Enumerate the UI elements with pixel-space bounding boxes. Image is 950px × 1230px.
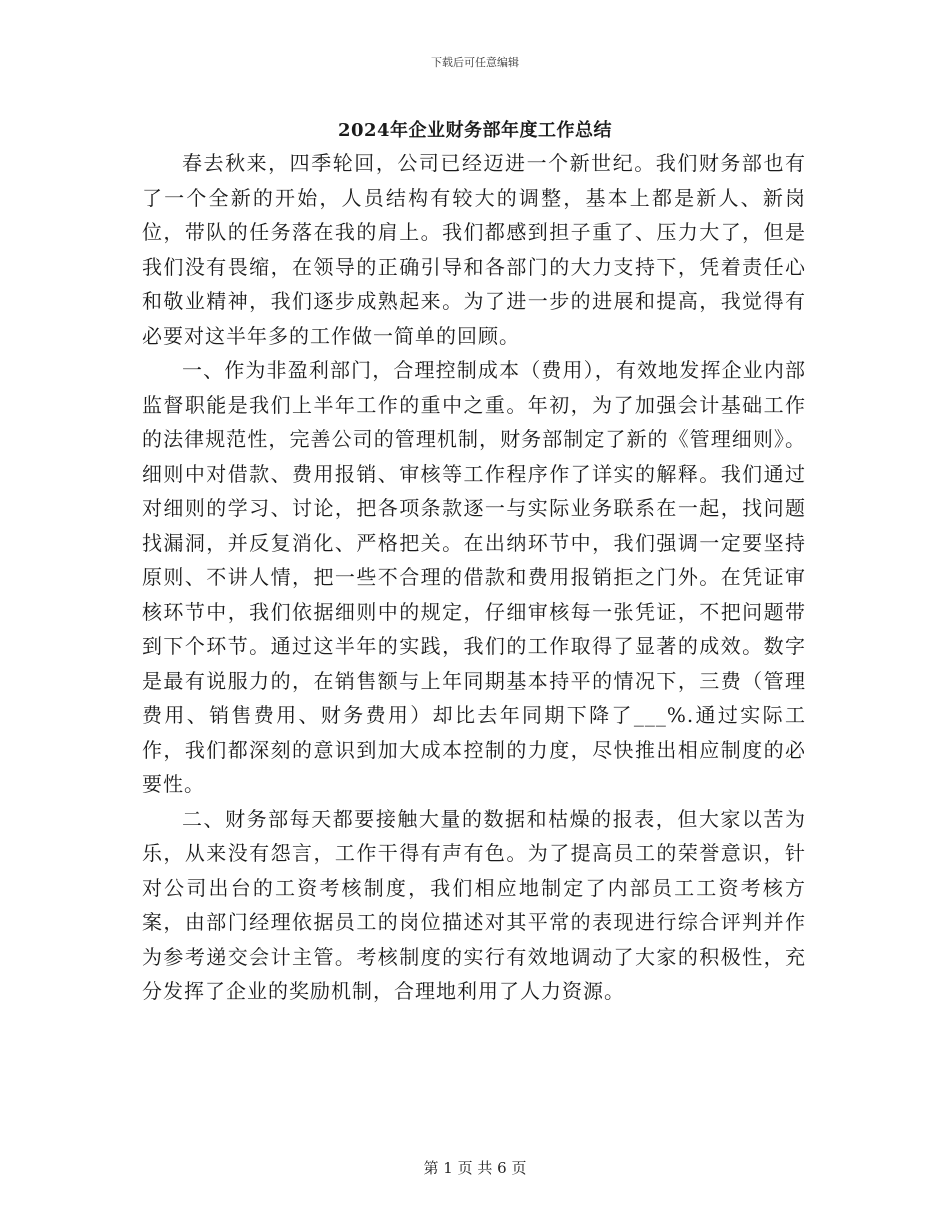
page-header-note: 下载后可任意编辑 [431,56,519,69]
paragraph-section-2: 二、财务部每天都要接触大量的数据和枯燥的报表，但大家以苦为乐，从来没有怨言，工作干得有声有色。为了提高员工的荣誉意识，针对公司出台的工资考核制度，我们相应地制定了内部员工工资考核方案，由部门经理依据员工的岗位描述对其平常的表现进行综合评判并作为参考递交会计主管。考核制度的实行有效地调动了大家的积极性，充分发挥了企业的奖励机制，合理地利用了人力资源。 [142,806,806,1003]
paragraph-section-1: 一、作为非盈利部门，合理控制成本（费用），有效地发挥企业内部监督职能是我们上半年工作的重中之重。年初，为了加强会计基础工作的法律规范性，完善公司的管理机制，财务部制定了新的《管理细则》。细则中对借款、费用报销、审核等工作程序作了详实的解释。我们通过对细则的学习、讨论，把各项条款逐一与实际业务联系在一起，找问题找漏洞，并反复消化、严格把关。在出纳环节中，我们强调一定要坚持原则、不讲人情，把一些不合理的借款和费用报销拒之门外。在凭证审核环节中，我们依据细则中的规定，仔细审核每一张凭证，不把问题带到下个环节。通过这半年的实践，我们的工作取得了显著的成效。数字是最有说服力的，在销售额与上年同期基本持平的情况下，三费（管理费用、销售费用、财务费用）却比去年同期下降了___%.通过实际工作，我们都深刻的意识到加大成本控制的力度，尽快推出相应制度的必要性。 [142,358,806,796]
document-title: 2024年企业财务部年度工作总结 [337,120,613,141]
paragraph-intro: 春去秋来，四季轮回，公司已经迈进一个新世纪。我们财务部也有了一个全新的开始，人员结构有较大的调整，基本上都是新人、新岗位，带队的任务落在我的肩上。我们都感到担子重了、压力大了，但是我们没有畏缩，在领导的正确引导和各部门的大力支持下，凭着责任心和敬业精神，我们逐步成熟起来。为了进一步的进展和提高，我觉得有必要对这半年多的工作做一简单的回顾。 [142,151,806,348]
document-body [142,146,806,1009]
page-number-footer: 第 1 页 共 6 页 [423,1159,527,1177]
